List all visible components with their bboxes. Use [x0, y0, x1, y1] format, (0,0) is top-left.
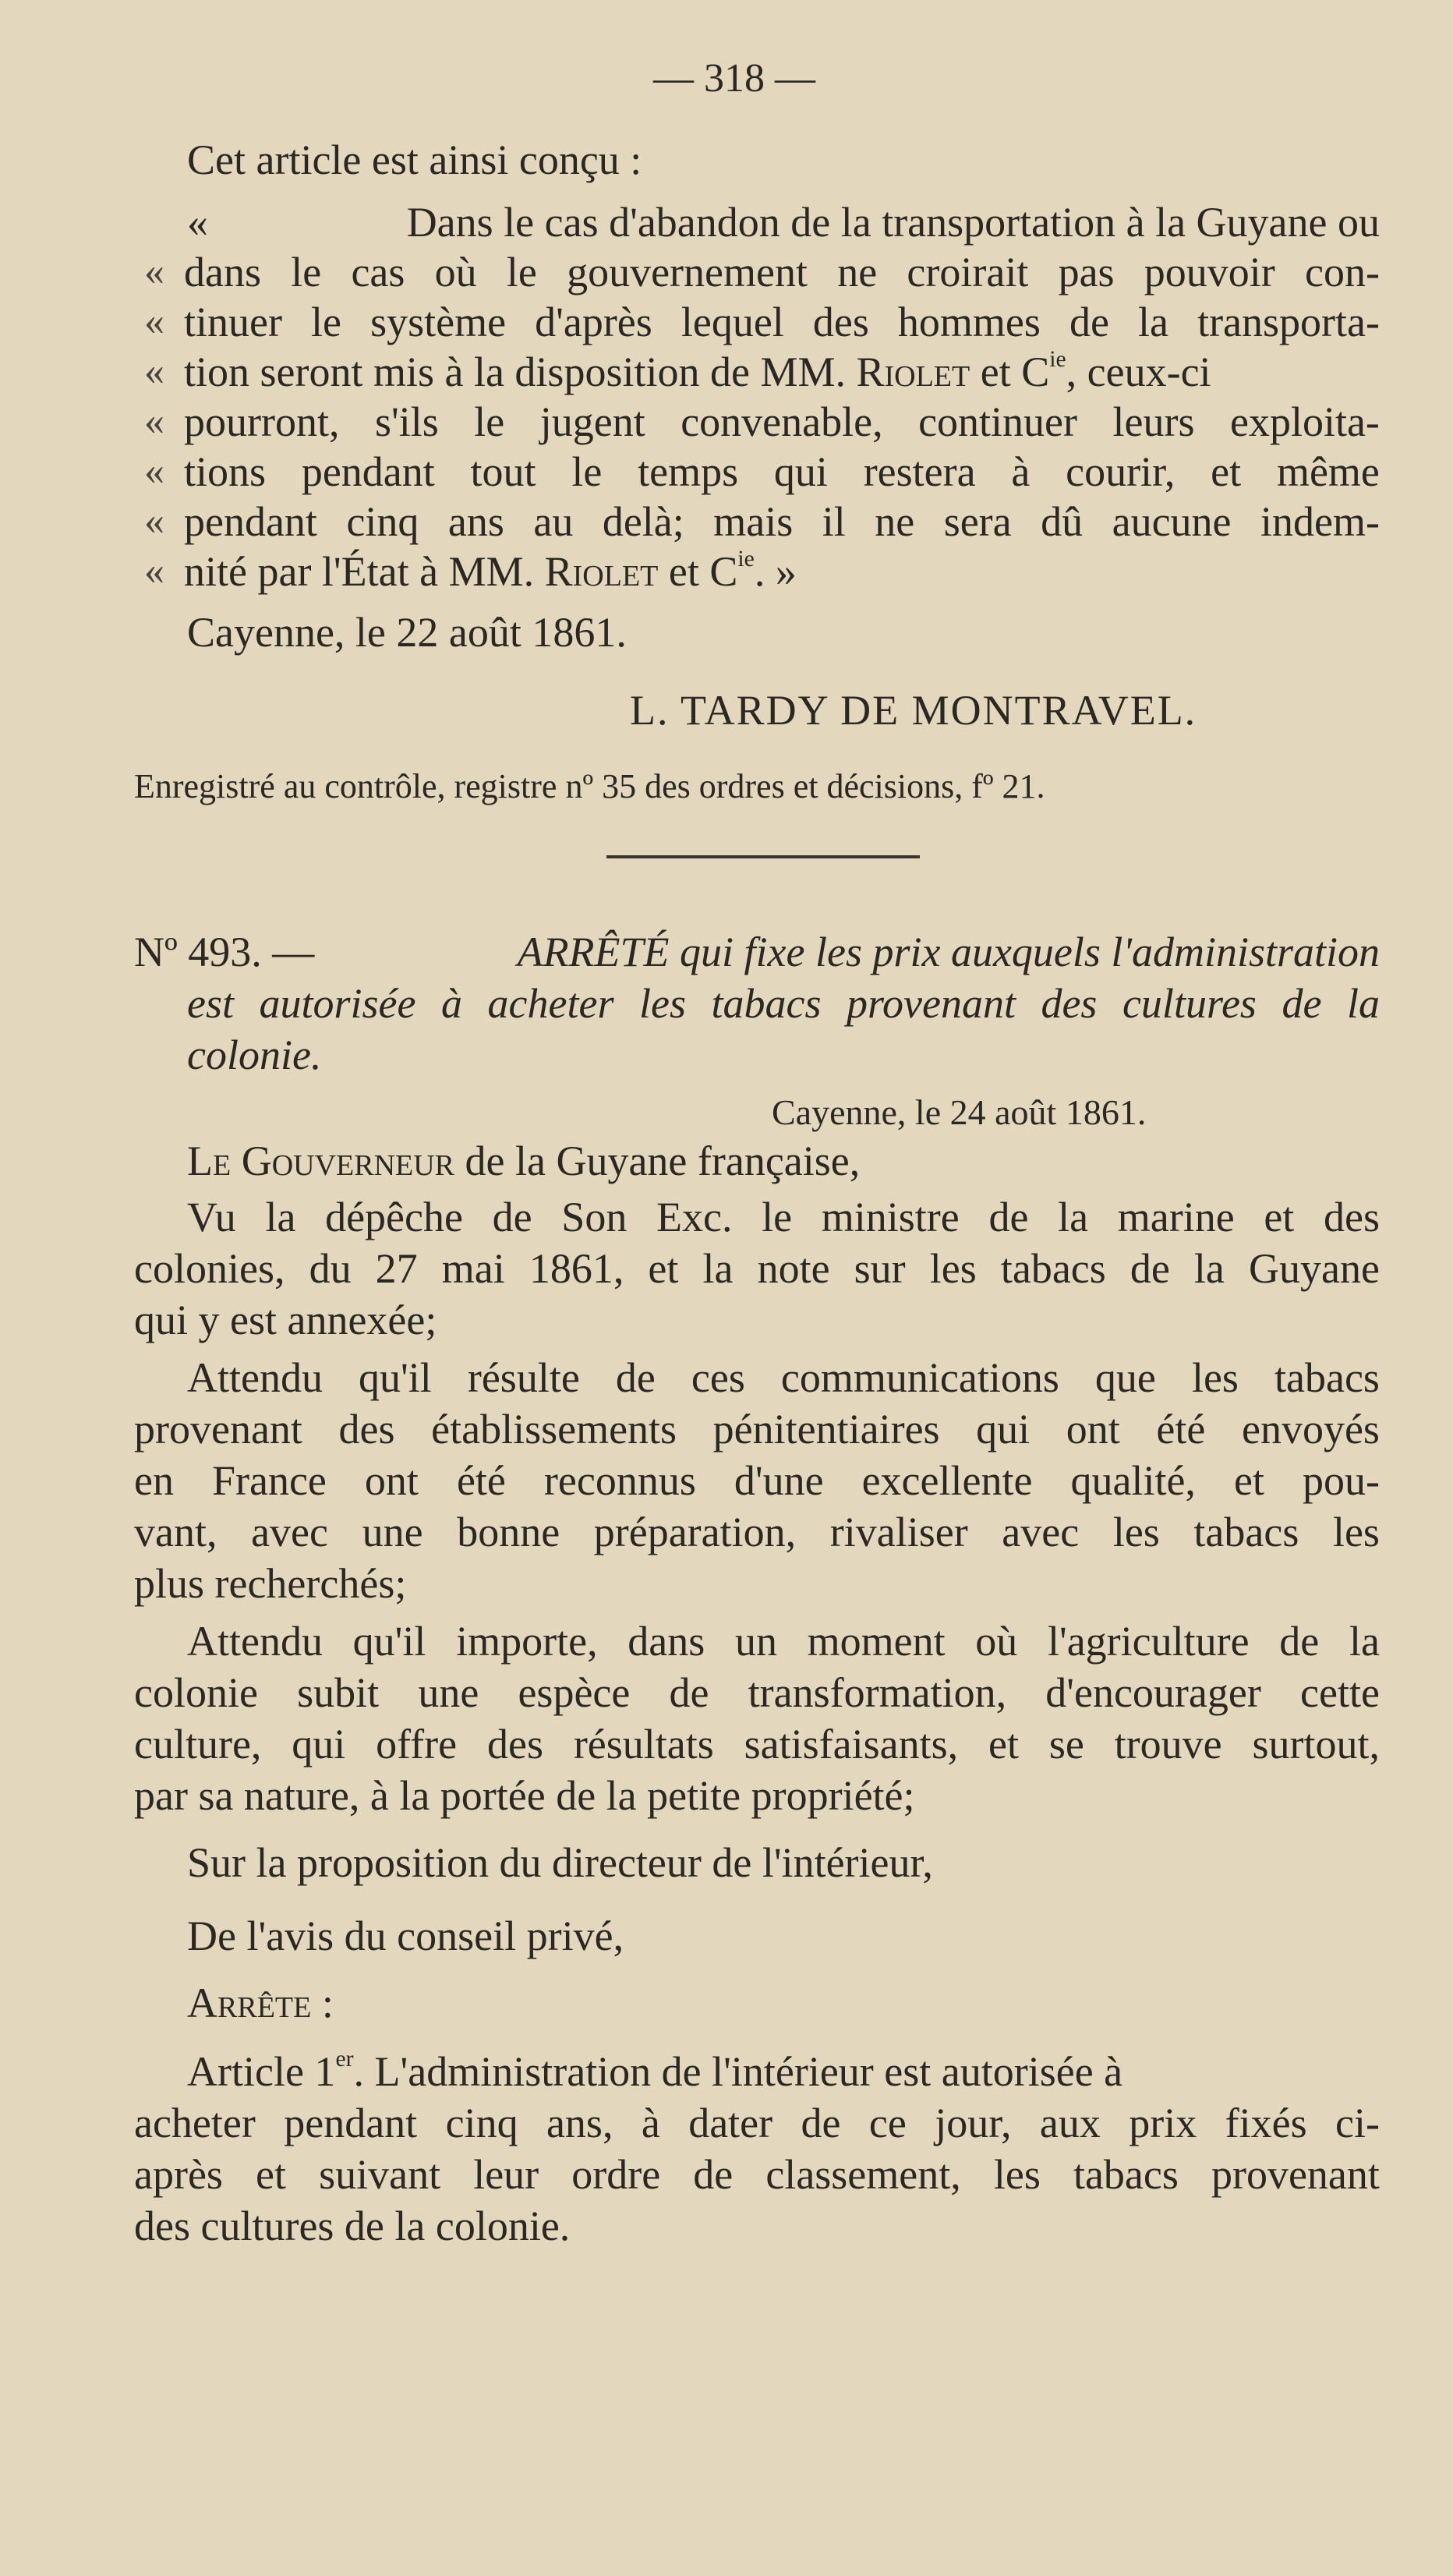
word: les: [993, 2151, 1041, 2198]
word: Attendu: [187, 1354, 323, 1401]
word: moment: [807, 1618, 946, 1665]
signature: L. TARDY DE MONTRAVEL.: [630, 687, 1197, 734]
word: cultures: [1122, 980, 1257, 1027]
word: de: [1069, 299, 1109, 345]
decree-heading-line-2: [187, 978, 1380, 1029]
word: gouvernement: [567, 249, 808, 295]
word: prix: [1129, 2100, 1197, 2146]
word: il: [822, 498, 846, 545]
quote-mark: «: [144, 299, 164, 344]
word: tabacs: [1000, 1245, 1106, 1292]
quote-text: et C: [970, 349, 1050, 395]
word: acheter: [134, 2100, 256, 2146]
decree-title: ARRÊTÉ qui fixe les prix auxquels l'administration: [517, 929, 1380, 975]
word: marine: [1117, 1194, 1235, 1240]
quote-mark: «: [144, 549, 164, 593]
word: le: [311, 299, 342, 345]
word: tabacs: [1274, 1354, 1380, 1401]
word: pendant: [301, 448, 435, 495]
word: mai: [441, 1245, 505, 1292]
word: pendant: [184, 498, 317, 545]
word: dans: [184, 249, 261, 295]
word: été: [456, 1457, 506, 1504]
word: et: [1264, 1194, 1295, 1240]
word: subit: [297, 1669, 380, 1716]
word: aucune: [1112, 498, 1232, 545]
word: où: [975, 1618, 1018, 1665]
word: pas: [1058, 249, 1115, 295]
word: la: [1346, 980, 1380, 1027]
quote-close-mark: »: [765, 548, 797, 595]
word: de: [801, 2100, 841, 2146]
word: leurs: [1112, 398, 1195, 445]
word: des: [1324, 1194, 1380, 1240]
word: les: [929, 1245, 977, 1292]
word: 27: [375, 1245, 418, 1292]
company-name: Riolet: [544, 548, 659, 595]
body-line: par sa nature, à la portée de la petite propriété;: [134, 1772, 915, 1819]
section-divider: [606, 855, 920, 858]
word: et: [1233, 1457, 1264, 1504]
word: 1861,: [529, 1245, 624, 1292]
word: est: [187, 980, 234, 1027]
body-line: Sur la proposition du directeur de l'intérieur,: [187, 1839, 933, 1886]
quote-open-mark: «: [187, 199, 208, 246]
word: ont: [1066, 1406, 1120, 1453]
word: surtout,: [1252, 1721, 1380, 1767]
body-line: plus recherchés;: [134, 1560, 407, 1607]
word: bonne: [457, 1509, 560, 1555]
quote-text: nité par l'État à MM.: [184, 548, 545, 595]
word: France: [211, 1457, 327, 1504]
body-line: qui y est annexée;: [134, 1297, 437, 1343]
word: communications: [780, 1354, 1059, 1401]
word: tabacs: [1073, 2151, 1179, 2198]
article-line: [134, 2149, 1380, 2200]
body-line: [187, 1615, 1380, 1667]
word: Son: [561, 1194, 628, 1240]
word: con-: [1305, 249, 1380, 295]
word: et: [1211, 448, 1242, 495]
word: qui: [976, 1406, 1031, 1453]
word: indem-: [1260, 498, 1380, 545]
decree-heading-line-1: [134, 926, 1380, 978]
body-line: [134, 1455, 1380, 1506]
quote-line-3: [184, 296, 1380, 348]
quote-mark: «: [144, 399, 164, 444]
word: le: [291, 249, 322, 295]
word: l'agriculture: [1047, 1618, 1250, 1665]
word: qu'il: [359, 1354, 432, 1401]
word: la: [1193, 1245, 1225, 1292]
word: tinuer: [184, 299, 282, 345]
word: ce: [868, 2100, 907, 2146]
quote-line-7: [184, 496, 1380, 547]
word: de: [669, 1669, 709, 1716]
quote-mark: «: [144, 499, 164, 543]
word: satisfaisants,: [744, 1721, 959, 1767]
intro-line: Cet article est ainsi conçu :: [187, 136, 642, 183]
word: des: [486, 1721, 543, 1767]
word: transformation,: [748, 1669, 1007, 1716]
word: courir,: [1066, 448, 1175, 495]
body-line: [134, 1667, 1380, 1718]
word: de: [615, 1354, 656, 1401]
decree-date: Cayenne, le 24 août 1861.: [772, 1092, 1147, 1132]
word: note: [757, 1245, 830, 1292]
word: offre: [376, 1721, 458, 1767]
page-number: — 318 —: [653, 56, 815, 101]
quote-text: et C: [658, 548, 738, 595]
word: le: [474, 398, 505, 445]
word: cinq: [445, 2100, 518, 2146]
word: la: [1058, 1194, 1089, 1240]
word: ordre: [571, 2151, 661, 2198]
quote-text: , ceux-ci: [1066, 349, 1211, 395]
quote-line-8: [184, 546, 797, 597]
word: Exc.: [656, 1194, 733, 1240]
word: pouvoir: [1144, 249, 1275, 295]
quote-line-6: [184, 446, 1380, 497]
place-date: Cayenne, le 22 août 1861.: [187, 609, 627, 656]
word: et: [648, 1245, 679, 1292]
word: les: [638, 980, 686, 1027]
word: préparation,: [593, 1509, 797, 1555]
word: résultats: [573, 1721, 714, 1767]
word: ne: [875, 498, 915, 545]
superscript: ie: [737, 546, 755, 571]
quote-line-text: Dans le cas d'abandon de la transportation à la Guyane ou: [406, 199, 1380, 246]
word: aux: [1039, 2100, 1101, 2146]
word: pendant: [284, 2100, 418, 2146]
word: ans,: [546, 2100, 613, 2146]
word: de: [1130, 1245, 1170, 1292]
word: la: [1138, 299, 1168, 345]
body-line: [134, 1403, 1380, 1455]
word: qualité,: [1070, 1457, 1196, 1504]
word: ne: [837, 249, 878, 295]
word: ces: [691, 1354, 745, 1401]
word: dater: [688, 2100, 773, 2146]
decree-heading-line-3: colonie.: [187, 1031, 322, 1078]
word: les: [1112, 1509, 1160, 1555]
word: à: [441, 980, 463, 1027]
word: cette: [1300, 1669, 1380, 1716]
word: fixés: [1225, 2100, 1307, 2146]
article-line: [187, 2046, 1122, 2097]
article-line: [134, 2097, 1380, 2149]
word: où: [434, 249, 477, 295]
word: exploita-: [1229, 398, 1380, 445]
word: envoyés: [1241, 1406, 1380, 1453]
word: la: [1349, 1618, 1380, 1665]
quote-mark: «: [144, 449, 164, 494]
word: de: [1282, 980, 1322, 1027]
word: des: [812, 299, 869, 345]
word: provenant: [847, 980, 1016, 1027]
registration-note: Enregistré au contrôle, registre nº 35 des ordres et décisions, fº 21.: [134, 767, 1045, 805]
word: culture,: [134, 1721, 262, 1767]
word: trouve: [1114, 1721, 1222, 1767]
word: été: [1156, 1406, 1206, 1453]
word: autorisée: [259, 980, 416, 1027]
article-line: des cultures de la colonie.: [134, 2203, 571, 2249]
word: et: [988, 1721, 1019, 1767]
word: jugent: [539, 398, 645, 445]
word: la: [702, 1245, 734, 1292]
word: même: [1276, 448, 1380, 495]
word: de: [693, 2151, 734, 2198]
article-text: . L'administration de l'intérieur est autorisée à: [353, 2048, 1123, 2095]
quote-line-1: [187, 196, 1380, 248]
word: avec: [1002, 1509, 1080, 1555]
body-line: [134, 1506, 1380, 1558]
word: reconnus: [543, 1457, 696, 1504]
word: de: [492, 1194, 532, 1240]
word: après: [134, 2151, 223, 2198]
word: colonies,: [134, 1245, 285, 1292]
word: pou-: [1302, 1457, 1380, 1504]
word: la: [265, 1194, 296, 1240]
word: sur: [854, 1245, 906, 1292]
quote-line-5: [184, 396, 1380, 448]
word: s'ils: [374, 398, 439, 445]
word: le: [762, 1194, 793, 1240]
body-line: [187, 1352, 1380, 1403]
word: dépêche: [325, 1194, 463, 1240]
word: cinq: [346, 498, 419, 545]
quote-line-4: [184, 346, 1380, 398]
word: à: [641, 2100, 660, 2146]
word: une: [362, 1509, 423, 1555]
word: et: [256, 2151, 287, 2198]
word: pénitentiaires: [712, 1406, 940, 1453]
quote-mark: «: [144, 349, 164, 394]
word: que: [1094, 1354, 1156, 1401]
word: Guyane: [1249, 1245, 1380, 1292]
word: de: [988, 1194, 1029, 1240]
article-label: Article 1: [187, 2048, 336, 2095]
word: de: [1279, 1618, 1320, 1665]
word: d'une: [734, 1457, 824, 1504]
governor-line: [187, 1135, 860, 1187]
word: des: [1041, 980, 1098, 1027]
word: au: [533, 498, 574, 545]
decree-number: Nº 493. —: [134, 929, 315, 975]
word: le: [506, 249, 537, 295]
word: continuer: [918, 398, 1078, 445]
word: tabacs: [711, 980, 822, 1027]
word: des: [338, 1406, 395, 1453]
word: le: [571, 448, 603, 495]
word: dû: [1041, 498, 1084, 545]
word: qui: [773, 448, 828, 495]
company-name: Riolet: [856, 349, 970, 395]
word: transporta-: [1197, 299, 1380, 345]
word: espèce: [518, 1669, 631, 1716]
word: ans: [447, 498, 504, 545]
word: suivant: [319, 2151, 441, 2198]
word: les: [1332, 1509, 1380, 1555]
word: tabacs: [1193, 1509, 1299, 1555]
word: colonie: [134, 1669, 258, 1716]
word: sera: [943, 498, 1012, 545]
word: qu'il: [352, 1618, 426, 1665]
word: pourront,: [184, 398, 340, 445]
body-line: [134, 1718, 1380, 1770]
word: en: [134, 1457, 174, 1504]
word: Vu: [187, 1194, 236, 1240]
word: ministre: [821, 1194, 960, 1240]
word: d'encourager: [1045, 1669, 1261, 1716]
word: provenant: [134, 1406, 302, 1453]
quote-text: .: [754, 548, 765, 595]
word: leur: [473, 2151, 539, 2198]
word: rivaliser: [829, 1509, 968, 1555]
word: ci-: [1335, 2100, 1380, 2146]
word: lequel: [681, 299, 784, 345]
word: mais: [713, 498, 794, 545]
word: tions: [184, 448, 267, 495]
word: excellente: [861, 1457, 1033, 1504]
body-line: De l'avis du conseil privé,: [187, 1913, 624, 1959]
word: qui: [292, 1721, 346, 1767]
word: à: [1011, 448, 1031, 495]
superscript: ie: [1049, 346, 1066, 372]
word: ont: [364, 1457, 419, 1504]
word: delà;: [602, 498, 684, 545]
word: un: [734, 1618, 777, 1665]
quote-line-2: [184, 246, 1380, 298]
quote-text: tion seront mis à la disposition de MM.: [184, 349, 857, 395]
superscript: er: [335, 2046, 354, 2072]
word: acheter: [487, 980, 614, 1027]
word: dans: [628, 1618, 705, 1665]
word: vant,: [134, 1509, 217, 1555]
word: croirait: [907, 249, 1029, 295]
word: établissements: [431, 1406, 677, 1453]
word: avec: [251, 1509, 328, 1555]
governor-rest: de la Guyane française,: [454, 1138, 861, 1184]
word: résulte: [467, 1354, 580, 1401]
word: importe,: [456, 1618, 598, 1665]
word: cas: [351, 249, 405, 295]
word: se: [1048, 1721, 1084, 1767]
word: temps: [638, 448, 739, 495]
word: convenable,: [681, 398, 883, 445]
word: du: [309, 1245, 352, 1292]
word: une: [418, 1669, 479, 1716]
word: jour,: [935, 2100, 1012, 2146]
word: tout: [470, 448, 536, 495]
word: système: [370, 299, 507, 345]
governor-title: Le Gouverneur: [187, 1138, 455, 1184]
word: classement,: [765, 2151, 961, 2198]
word: Attendu: [187, 1618, 323, 1665]
body-line: [134, 1243, 1380, 1294]
word: d'après: [535, 299, 652, 345]
body-line: [187, 1191, 1380, 1243]
word: hommes: [897, 299, 1041, 345]
word: les: [1191, 1354, 1239, 1401]
quote-mark: «: [144, 249, 164, 294]
word: provenant: [1211, 2151, 1380, 2198]
word: restera: [863, 448, 976, 495]
arrete-heading: Arrête :: [187, 1980, 334, 2026]
